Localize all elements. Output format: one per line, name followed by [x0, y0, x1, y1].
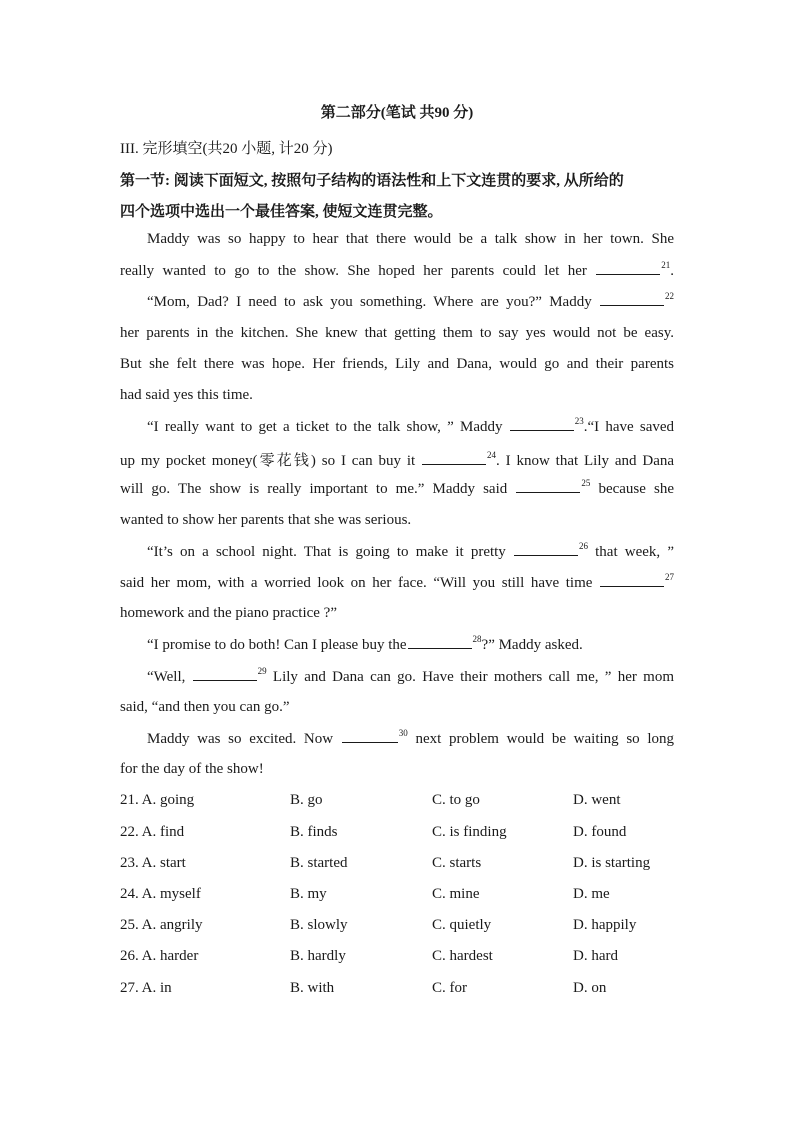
passage-line: will go. The show is really important to me.” Maddy said $^{25}$ because she [120, 478, 674, 497]
option-d: D. happily [573, 917, 637, 933]
passage-line: really wanted to go to the show. She hoped her parents could let her $^{21}$. [120, 260, 674, 279]
answer-blank-26 [514, 543, 578, 556]
option-c: C. mine [432, 886, 480, 902]
blank-number: 29 [257, 666, 267, 676]
passage-line: “Well, $^{29}$ Lily and Dana can go. Have their mothers call me, ” her mom [147, 666, 674, 685]
answer-blank-23 [510, 418, 574, 431]
answer-blank-29 [193, 668, 257, 681]
option-d: D. hard [573, 948, 618, 964]
option-b: B. go [290, 792, 323, 808]
instruction-line-1: 第一节: 阅读下面短文, 按照句子结构的语法性和上下文连贯的要求, 从所给的 [120, 173, 624, 189]
option-b: B. my [290, 886, 327, 902]
part-title: 第二部分(笔试 共90 分) [320, 105, 474, 121]
option-d: D. went [573, 792, 621, 808]
option-b: B. started [290, 855, 348, 871]
passage-line: “Mom, Dad? I need to ask you something. Where are you?” Maddy $^{22}$ [147, 291, 675, 310]
option-b: B. slowly [290, 917, 348, 933]
option-a: 24. A. myself [120, 886, 201, 902]
answer-blank-27 [600, 574, 664, 587]
blank-number: 24 [487, 450, 497, 460]
option-d: D. found [573, 824, 627, 840]
option-a: 22. A. find [120, 824, 185, 840]
option-b: B. finds [290, 824, 338, 840]
option-a: 27. A. in [120, 980, 172, 996]
option-c: C. for [432, 980, 467, 996]
passage-line: had said yes this time. [120, 387, 253, 403]
passage-line: up my pocket money(零花钱) so I can buy it $^{24}$. I know that Lily and Dana [120, 450, 675, 469]
blank-number: 23 [574, 416, 584, 426]
option-c: C. starts [432, 855, 482, 871]
blank-number: 21 [661, 260, 671, 270]
passage-line: wanted to show her parents that she was serious. [120, 512, 412, 528]
option-a: 26. A. harder [120, 948, 199, 964]
passage-line: Maddy was so excited. Now $^{30}$ next problem would be waiting so long [147, 728, 675, 747]
blank-number: 28 [472, 634, 482, 644]
answer-blank-25 [516, 480, 580, 493]
answer-blank-21 [596, 262, 660, 275]
option-d: D. me [573, 886, 610, 902]
option-c: C. hardest [432, 948, 493, 964]
passage-line: her parents in the kitchen. She knew that getting them to say yes would not be easy. [120, 325, 674, 341]
blank-number: 27 [665, 572, 674, 582]
option-c: C. is finding [432, 824, 507, 840]
option-d: D. is starting [573, 855, 651, 871]
option-b: B. hardly [290, 948, 346, 964]
blank-number: 25 [581, 478, 591, 488]
blank-number: 26 [578, 541, 588, 551]
passage-line: homework and the piano practice ?” [120, 605, 337, 621]
answer-blank-24 [422, 452, 486, 465]
option-a: 23. A. start [120, 855, 186, 871]
instruction-line-2: 四个选项中选出一个最佳答案, 使短文连贯完整。 [120, 204, 443, 220]
passage-line: said her mom, with a worried look on her face. “Will you still have time $^{27}$ [120, 572, 674, 591]
passage-line: said, “and then you can go.” [120, 699, 290, 715]
option-c: C. quietly [432, 917, 492, 933]
option-b: B. with [290, 980, 335, 996]
option-a: 21. A. going [120, 792, 195, 808]
passage-line: “I promise to do both! Can I please buy the $^{28}$?” Maddy asked. [147, 634, 583, 653]
passage-line: “I really want to get a ticket to the talk show, ” Maddy $^{23}$.“I have saved [147, 416, 675, 435]
passage-line: Maddy was so happy to hear that there would be a talk show in her town. She [147, 231, 674, 247]
blank-number: 22 [665, 291, 675, 301]
section-heading: III. 完形填空(共20 小题, 计20 分) [120, 141, 333, 157]
answer-blank-22 [600, 293, 664, 306]
option-c: C. to go [432, 792, 480, 808]
passage-line: But she felt there was hope. Her friends, Lily and Dana, would go and their parents [120, 356, 674, 372]
blank-number: 30 [398, 728, 408, 738]
answer-blank-30 [342, 730, 398, 743]
answer-blank-28 [408, 636, 472, 649]
passage-line: for the day of the show! [120, 761, 264, 777]
option-a: 25. A. angrily [120, 917, 203, 933]
option-d: D. on [573, 980, 607, 996]
passage-line: “It’s on a school night. That is going to make it pretty $^{26}$ that week, ” [147, 541, 674, 560]
